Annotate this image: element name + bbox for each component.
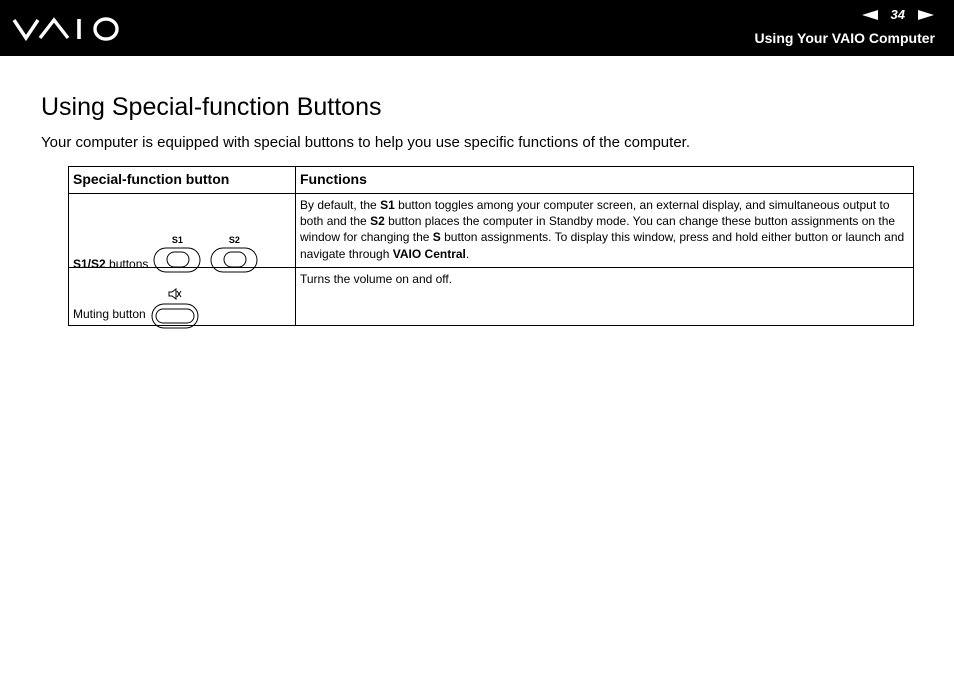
button-cell-muting — [69, 268, 296, 326]
page-navigation — [862, 7, 934, 22]
muting-button-icon — [151, 303, 199, 329]
s1-s2-label-rest: buttons — [105, 257, 149, 271]
s2-key — [210, 233, 258, 273]
table-header-row — [69, 167, 914, 194]
speaker-mute-icon — [168, 287, 182, 301]
column-header-functions: Functions — [296, 167, 914, 194]
s1-key-caption: S1 — [171, 235, 183, 245]
s2-button-icon — [210, 247, 258, 273]
table-row — [69, 268, 914, 326]
special-function-table — [68, 166, 914, 326]
previous-page-icon[interactable] — [862, 10, 878, 20]
intro-paragraph: Your computer is equipped with special buttons to help you use specific functions of the computer. — [41, 134, 690, 151]
function-cell-s1-s2: By default, the S1 button toggles among your computer screen, an external display, and simultaneous output to both and the S2 button places the computer in Standby mode. You can change these button assignments on the window for changing the S button assignments. To display this window, press and hold either button or launch and navigate through VAIO Central. — [296, 194, 914, 268]
muting-button-label: Muting button — [73, 307, 146, 321]
button-cell-s1-s2 — [69, 194, 296, 271]
muting-key — [151, 287, 199, 329]
s1-button-icon — [153, 247, 201, 273]
section-title: Using Your VAIO Computer — [754, 30, 935, 46]
vaio-logo — [12, 14, 120, 42]
s1-key — [153, 233, 201, 273]
page-header — [0, 0, 954, 56]
page-number: 34 — [890, 7, 905, 22]
next-page-icon[interactable] — [918, 10, 934, 20]
function-cell-muting: Turns the volume on and off. — [296, 268, 914, 326]
page-title: Using Special-function Buttons — [41, 93, 382, 121]
column-header-button: Special-function button — [69, 167, 296, 194]
table-row — [69, 194, 914, 268]
s1-s2-label-bold: S1/S2 — [73, 257, 106, 271]
s2-key-caption: S2 — [228, 235, 240, 245]
